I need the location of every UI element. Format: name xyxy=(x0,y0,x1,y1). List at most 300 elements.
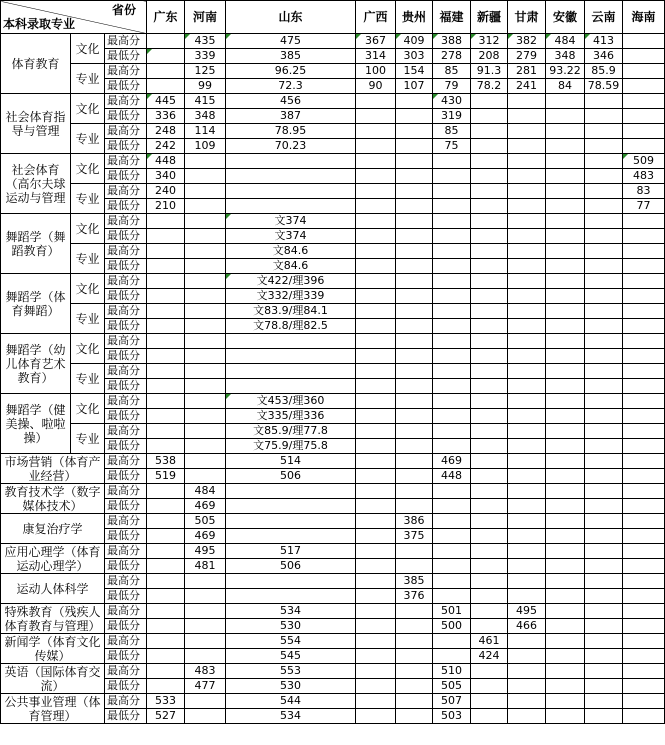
score-cell xyxy=(546,229,585,244)
score-cell xyxy=(147,484,185,499)
score-cell xyxy=(471,169,508,184)
score-cell xyxy=(546,274,585,289)
score-cell xyxy=(546,259,585,274)
score-cell xyxy=(623,394,665,409)
score-cell xyxy=(185,439,226,454)
min-score-label: 最低分 xyxy=(105,79,147,94)
score-cell xyxy=(396,484,433,499)
score-cell: 545 xyxy=(226,649,356,664)
score-cell: 413 xyxy=(585,34,623,49)
score-cell: 456 xyxy=(226,94,356,109)
score-cell: 517 xyxy=(226,544,356,559)
score-cell: 314 xyxy=(356,49,396,64)
category-culture: 文化 xyxy=(71,214,105,244)
province-header: 广东 xyxy=(147,1,185,34)
score-cell xyxy=(585,139,623,154)
score-cell xyxy=(356,184,396,199)
score-cell xyxy=(471,499,508,514)
score-cell: 448 xyxy=(433,469,471,484)
score-cell: 348 xyxy=(546,49,585,64)
score-cell xyxy=(585,694,623,709)
score-cell xyxy=(471,349,508,364)
score-cell xyxy=(185,289,226,304)
major-name: 康复治疗学 xyxy=(1,514,105,544)
table-row xyxy=(1,664,665,679)
score-cell xyxy=(623,94,665,109)
table-row xyxy=(1,544,665,559)
score-cell xyxy=(585,169,623,184)
score-cell: 77 xyxy=(623,199,665,214)
score-cell xyxy=(226,199,356,214)
score-cell xyxy=(508,169,546,184)
score-cell xyxy=(471,514,508,529)
score-cell xyxy=(585,409,623,424)
score-cell: 505 xyxy=(433,679,471,694)
score-cell xyxy=(508,334,546,349)
score-cell xyxy=(185,379,226,394)
score-cell xyxy=(356,214,396,229)
score-cell xyxy=(585,199,623,214)
score-cell xyxy=(623,604,665,619)
max-score-label: 最高分 xyxy=(105,124,147,139)
min-score-label: 最低分 xyxy=(105,289,147,304)
score-cell: 文422/理396 xyxy=(226,274,356,289)
score-cell xyxy=(356,274,396,289)
score-cell xyxy=(147,334,185,349)
score-cell xyxy=(226,154,356,169)
score-cell xyxy=(226,589,356,604)
score-cell xyxy=(356,709,396,724)
score-cell xyxy=(585,364,623,379)
major-name: 舞蹈学（幼儿体育艺术教育） xyxy=(1,334,71,394)
score-cell xyxy=(396,379,433,394)
score-cell xyxy=(585,424,623,439)
score-cell xyxy=(185,274,226,289)
score-cell: 469 xyxy=(185,529,226,544)
score-cell xyxy=(356,244,396,259)
score-cell xyxy=(356,544,396,559)
score-cell xyxy=(508,364,546,379)
score-cell xyxy=(585,109,623,124)
score-cell xyxy=(623,364,665,379)
score-cell xyxy=(433,334,471,349)
score-cell xyxy=(585,379,623,394)
category-major: 专业 xyxy=(71,364,105,394)
score-cell xyxy=(471,274,508,289)
score-cell xyxy=(471,334,508,349)
score-cell xyxy=(623,634,665,649)
score-cell: 415 xyxy=(185,94,226,109)
score-cell xyxy=(471,184,508,199)
score-cell xyxy=(396,109,433,124)
score-cell xyxy=(471,619,508,634)
score-cell xyxy=(356,604,396,619)
score-cell xyxy=(433,259,471,274)
score-cell: 91.3 xyxy=(471,64,508,79)
score-cell xyxy=(508,289,546,304)
score-cell: 100 xyxy=(356,64,396,79)
score-cell xyxy=(546,409,585,424)
max-score-label: 最高分 xyxy=(105,604,147,619)
score-cell xyxy=(546,394,585,409)
score-cell: 278 xyxy=(433,49,471,64)
score-cell xyxy=(585,514,623,529)
score-cell xyxy=(356,229,396,244)
score-cell xyxy=(585,619,623,634)
score-cell xyxy=(623,589,665,604)
score-cell xyxy=(546,589,585,604)
score-cell: 文335/理336 xyxy=(226,409,356,424)
score-cell: 484 xyxy=(546,34,585,49)
score-cell xyxy=(433,184,471,199)
score-cell xyxy=(623,409,665,424)
score-cell xyxy=(623,34,665,49)
score-cell xyxy=(508,709,546,724)
score-cell xyxy=(585,574,623,589)
score-cell xyxy=(508,184,546,199)
score-cell xyxy=(546,139,585,154)
score-cell xyxy=(356,679,396,694)
score-cell xyxy=(471,559,508,574)
score-cell xyxy=(147,79,185,94)
score-cell xyxy=(546,319,585,334)
score-cell xyxy=(147,544,185,559)
score-cell: 530 xyxy=(226,679,356,694)
score-cell xyxy=(356,694,396,709)
score-cell xyxy=(433,274,471,289)
major-name: 市场营销（体育产业经营） xyxy=(1,454,105,484)
score-cell xyxy=(585,649,623,664)
major-name: 公共事业管理（体育管理） xyxy=(1,694,105,724)
category-major: 专业 xyxy=(71,124,105,154)
score-cell xyxy=(396,544,433,559)
score-cell: 312 xyxy=(471,34,508,49)
score-cell xyxy=(147,634,185,649)
score-cell xyxy=(471,319,508,334)
score-cell: 445 xyxy=(147,94,185,109)
score-cell xyxy=(185,394,226,409)
score-cell xyxy=(356,664,396,679)
score-cell xyxy=(185,334,226,349)
category-culture: 文化 xyxy=(71,334,105,364)
score-cell xyxy=(585,304,623,319)
score-cell xyxy=(623,304,665,319)
score-cell xyxy=(546,379,585,394)
score-cell xyxy=(546,94,585,109)
score-cell xyxy=(185,574,226,589)
score-cell xyxy=(356,514,396,529)
score-cell: 文78.8/理82.5 xyxy=(226,319,356,334)
score-cell xyxy=(433,349,471,364)
score-cell: 85 xyxy=(433,124,471,139)
score-cell: 107 xyxy=(396,79,433,94)
score-cell xyxy=(396,499,433,514)
score-cell xyxy=(585,94,623,109)
score-cell: 519 xyxy=(147,469,185,484)
table-row xyxy=(1,394,665,409)
score-cell: 469 xyxy=(185,499,226,514)
score-cell xyxy=(623,679,665,694)
score-cell xyxy=(585,394,623,409)
score-cell xyxy=(185,649,226,664)
score-cell xyxy=(623,139,665,154)
score-cell xyxy=(185,169,226,184)
table-row xyxy=(1,64,665,79)
score-cell: 503 xyxy=(433,709,471,724)
score-cell xyxy=(147,664,185,679)
score-cell xyxy=(508,274,546,289)
min-score-label: 最低分 xyxy=(105,199,147,214)
category-culture: 文化 xyxy=(71,154,105,184)
category-major: 专业 xyxy=(71,244,105,274)
score-cell xyxy=(185,469,226,484)
score-cell: 281 xyxy=(508,64,546,79)
score-cell: 385 xyxy=(396,574,433,589)
province-header: 广西 xyxy=(356,1,396,34)
score-cell xyxy=(546,604,585,619)
score-cell xyxy=(226,484,356,499)
score-cell xyxy=(585,454,623,469)
max-score-label: 最高分 xyxy=(105,154,147,169)
score-cell xyxy=(356,199,396,214)
score-cell xyxy=(147,64,185,79)
score-cell xyxy=(508,664,546,679)
score-cell xyxy=(546,364,585,379)
score-cell xyxy=(356,109,396,124)
score-cell: 483 xyxy=(623,169,665,184)
score-cell xyxy=(585,559,623,574)
score-cell xyxy=(623,559,665,574)
score-cell xyxy=(396,709,433,724)
score-cell xyxy=(585,439,623,454)
score-cell: 72.3 xyxy=(226,79,356,94)
score-cell xyxy=(396,214,433,229)
table-row xyxy=(1,364,665,379)
score-cell xyxy=(356,379,396,394)
max-score-label: 最高分 xyxy=(105,514,147,529)
score-cell xyxy=(185,229,226,244)
score-cell xyxy=(147,424,185,439)
score-cell xyxy=(546,469,585,484)
score-cell xyxy=(396,649,433,664)
score-cell xyxy=(147,319,185,334)
score-cell xyxy=(546,649,585,664)
category-major: 专业 xyxy=(71,424,105,454)
score-cell: 483 xyxy=(185,664,226,679)
score-cell xyxy=(185,454,226,469)
score-cell xyxy=(433,289,471,304)
score-cell: 208 xyxy=(471,49,508,64)
score-cell xyxy=(396,289,433,304)
score-cell xyxy=(508,109,546,124)
score-cell xyxy=(356,499,396,514)
score-cell xyxy=(396,199,433,214)
score-cell xyxy=(471,109,508,124)
score-cell xyxy=(508,649,546,664)
score-cell: 114 xyxy=(185,124,226,139)
score-cell: 75 xyxy=(433,139,471,154)
score-cell xyxy=(396,454,433,469)
score-cell xyxy=(185,199,226,214)
min-score-label: 最低分 xyxy=(105,709,147,724)
score-cell xyxy=(356,484,396,499)
score-cell xyxy=(471,664,508,679)
score-cell xyxy=(147,679,185,694)
max-score-label: 最高分 xyxy=(105,424,147,439)
score-cell xyxy=(585,289,623,304)
score-cell xyxy=(226,184,356,199)
score-cell: 240 xyxy=(147,184,185,199)
score-cell xyxy=(623,49,665,64)
score-cell xyxy=(623,124,665,139)
score-cell xyxy=(508,139,546,154)
min-score-label: 最低分 xyxy=(105,469,147,484)
score-cell xyxy=(226,169,356,184)
score-cell xyxy=(147,559,185,574)
score-cell xyxy=(185,364,226,379)
score-cell: 424 xyxy=(471,649,508,664)
score-cell xyxy=(546,514,585,529)
score-cell xyxy=(356,454,396,469)
score-cell: 375 xyxy=(396,529,433,544)
score-cell xyxy=(585,469,623,484)
score-cell: 544 xyxy=(226,694,356,709)
min-score-label: 最低分 xyxy=(105,439,147,454)
score-cell xyxy=(433,559,471,574)
score-cell xyxy=(508,244,546,259)
score-cell xyxy=(396,364,433,379)
table-row xyxy=(1,154,665,169)
max-score-label: 最高分 xyxy=(105,304,147,319)
score-cell xyxy=(546,109,585,124)
score-cell xyxy=(433,424,471,439)
score-cell xyxy=(433,634,471,649)
score-cell xyxy=(226,529,356,544)
score-cell: 文453/理360 xyxy=(226,394,356,409)
score-cell xyxy=(226,349,356,364)
score-cell xyxy=(623,259,665,274)
category-culture: 文化 xyxy=(71,394,105,424)
score-cell xyxy=(356,574,396,589)
score-cell xyxy=(546,559,585,574)
score-cell xyxy=(147,589,185,604)
min-score-label: 最低分 xyxy=(105,529,147,544)
max-score-label: 最高分 xyxy=(105,94,147,109)
score-cell xyxy=(356,94,396,109)
score-cell xyxy=(546,529,585,544)
score-cell xyxy=(471,409,508,424)
score-cell xyxy=(433,244,471,259)
score-cell xyxy=(356,424,396,439)
major-name: 舞蹈学（舞蹈教育） xyxy=(1,214,71,274)
score-cell: 339 xyxy=(185,49,226,64)
category-major: 专业 xyxy=(71,304,105,334)
score-cell xyxy=(396,139,433,154)
header-corner xyxy=(1,1,147,34)
score-cell xyxy=(623,649,665,664)
score-cell xyxy=(147,574,185,589)
score-cell xyxy=(147,604,185,619)
score-cell xyxy=(585,229,623,244)
score-cell xyxy=(546,169,585,184)
score-cell: 553 xyxy=(226,664,356,679)
max-score-label: 最高分 xyxy=(105,664,147,679)
table-row xyxy=(1,634,665,649)
score-cell xyxy=(356,304,396,319)
score-cell xyxy=(185,694,226,709)
score-cell xyxy=(546,619,585,634)
score-cell xyxy=(585,154,623,169)
score-cell xyxy=(471,709,508,724)
score-cell xyxy=(546,154,585,169)
max-score-label: 最高分 xyxy=(105,364,147,379)
score-cell xyxy=(585,319,623,334)
score-cell xyxy=(356,529,396,544)
table-row xyxy=(1,514,665,529)
score-cell xyxy=(471,364,508,379)
score-cell xyxy=(147,529,185,544)
min-score-label: 最低分 xyxy=(105,619,147,634)
score-cell xyxy=(356,589,396,604)
score-cell xyxy=(471,289,508,304)
score-cell xyxy=(546,184,585,199)
max-score-label: 最高分 xyxy=(105,184,147,199)
score-cell xyxy=(508,484,546,499)
score-cell xyxy=(356,259,396,274)
score-cell xyxy=(471,589,508,604)
score-cell: 475 xyxy=(226,34,356,49)
major-name: 应用心理学（体育运动心理学） xyxy=(1,544,105,574)
score-cell xyxy=(396,124,433,139)
score-cell xyxy=(433,544,471,559)
score-cell: 388 xyxy=(433,34,471,49)
score-cell xyxy=(396,439,433,454)
score-cell xyxy=(356,154,396,169)
score-cell xyxy=(623,619,665,634)
score-cell xyxy=(585,349,623,364)
score-cell xyxy=(546,634,585,649)
province-header: 河南 xyxy=(185,1,226,34)
score-cell: 534 xyxy=(226,709,356,724)
score-cell: 70.23 xyxy=(226,139,356,154)
score-cell: 78.59 xyxy=(585,79,623,94)
score-cell xyxy=(508,694,546,709)
table-row xyxy=(1,574,665,589)
score-cell xyxy=(147,619,185,634)
major-name: 舞蹈学（体育舞蹈） xyxy=(1,274,71,334)
category-culture: 文化 xyxy=(71,94,105,124)
min-score-label: 最低分 xyxy=(105,319,147,334)
score-cell: 435 xyxy=(185,34,226,49)
score-cell xyxy=(508,154,546,169)
score-cell xyxy=(585,484,623,499)
score-cell xyxy=(585,499,623,514)
score-cell xyxy=(546,484,585,499)
score-cell: 505 xyxy=(185,514,226,529)
score-cell xyxy=(508,319,546,334)
score-cell: 文374 xyxy=(226,229,356,244)
score-cell xyxy=(433,439,471,454)
score-cell xyxy=(546,544,585,559)
category-culture: 文化 xyxy=(71,34,105,64)
province-header: 新疆 xyxy=(471,1,508,34)
score-cell: 84 xyxy=(546,79,585,94)
min-score-label: 最低分 xyxy=(105,589,147,604)
score-cell xyxy=(433,169,471,184)
score-cell xyxy=(147,259,185,274)
score-cell xyxy=(433,484,471,499)
score-cell xyxy=(471,679,508,694)
